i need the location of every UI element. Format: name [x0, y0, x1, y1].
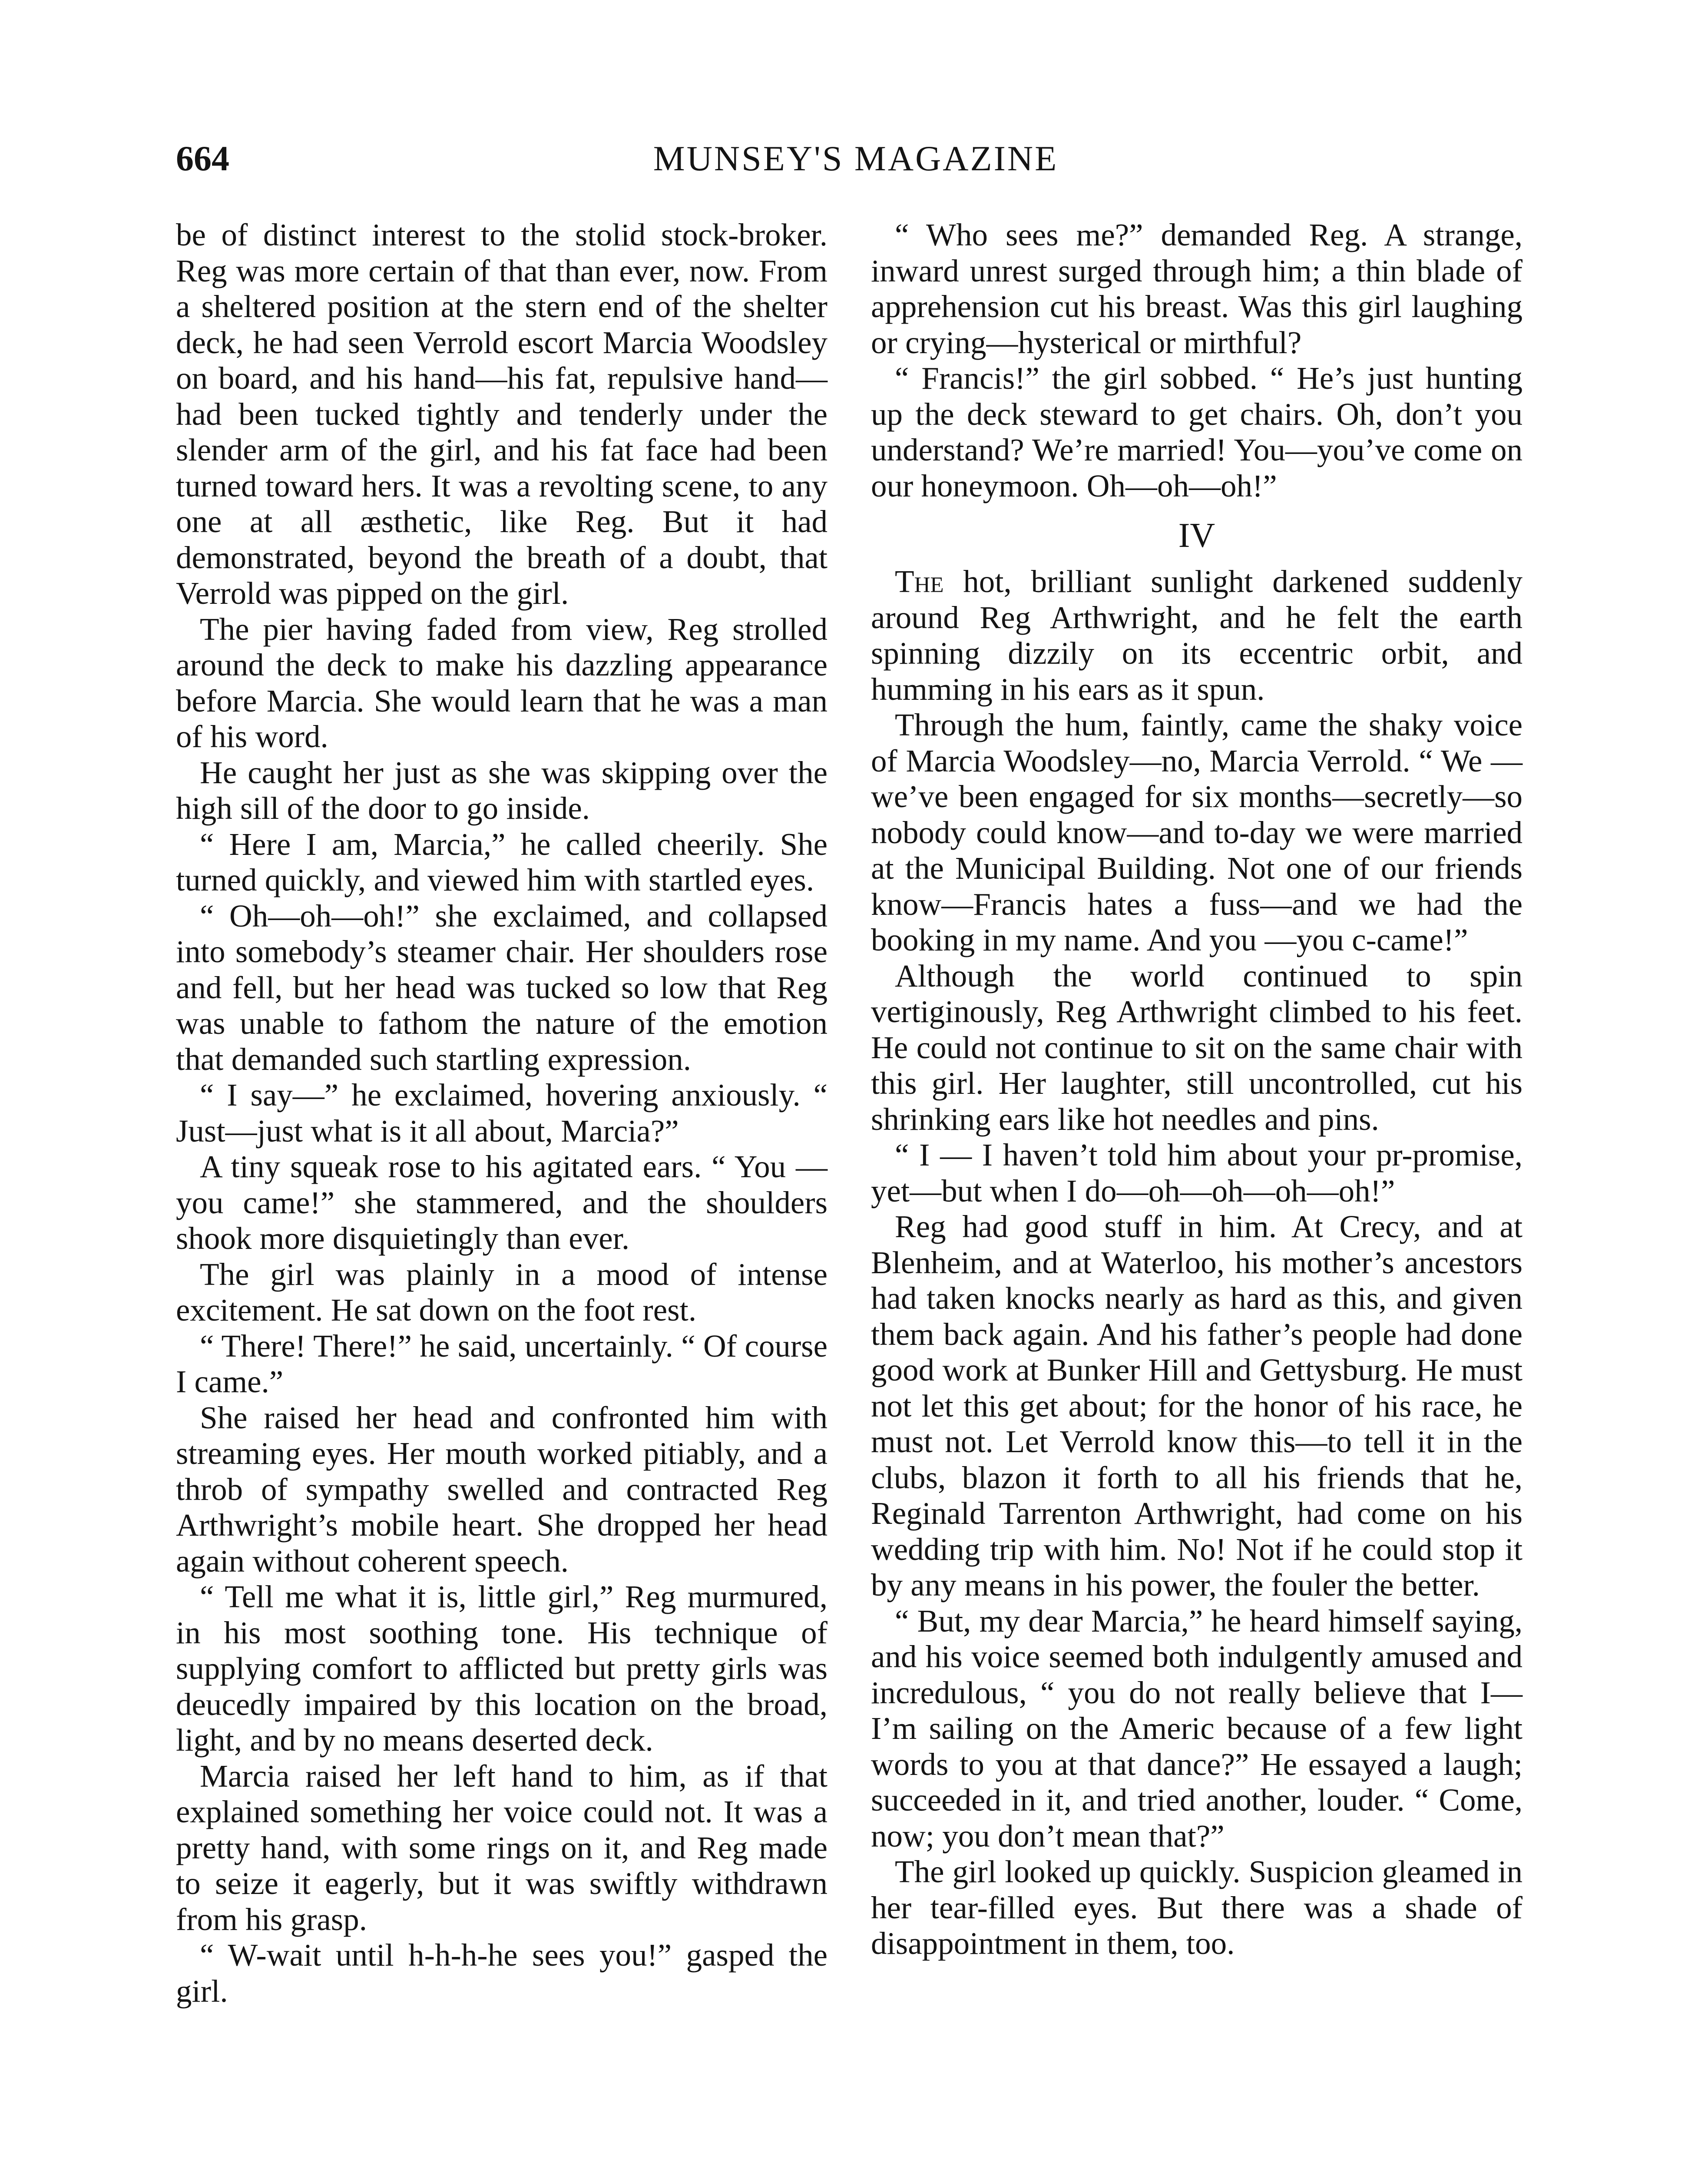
- paragraph: “ W-wait until h-h-h-he sees you!” gasped the girl.: [176, 1937, 828, 2009]
- section-heading: IV: [1178, 517, 1215, 555]
- running-title: MUNSEY'S MAGAZINE: [653, 139, 1059, 178]
- paragraph: Marcia raised her left hand to him, as if that explained something her voice could not. It was a pretty hand, with some rings on it, and Reg made to seize it eagerly, but it was swiftly withdrawn from his grasp.: [176, 1758, 828, 1937]
- paragraph: “ Here I am, Marcia,” he called cheerily. She turned quickly, and viewed him with startled eyes.: [176, 826, 828, 897]
- lead-text: hot, brilliant sunlight darkened suddenly around Reg Arthwright, and he felt the earth spinning dizzily on its eccentric orbit, and humming in his ears as it spun.: [871, 564, 1523, 707]
- paragraph: “ I — I haven’t told him about your pr-promise, yet—but when I do—oh—oh—oh—oh!”: [871, 1137, 1523, 1209]
- section-lead-paragraph: [871, 564, 1523, 707]
- paragraph: Reg had good stuff in him. At Crecy, and at Blenheim, and at Waterloo, his mother’s ancestors had taken knocks nearly as hard as this, and given them back again. And his father’s people had done good work at Bunker Hill and Gettysburg. He must not let this get about; for the honor of his race, he must not. Let Verrold know this—to tell it in the clubs, blazon it forth to all his friends that he, Reginald Tarrenton Arthwright, had come on his wedding trip with him. No! Not if he could stop it by any means in his power, the fouler the better.: [871, 1209, 1523, 1603]
- paragraph: The girl looked up quickly. Suspicion gleamed in her tear-filled eyes. But there was a shade of disappointment in them, too.: [871, 1854, 1523, 1961]
- paragraph: “ Francis!” the girl sobbed. “ He’s just hunting up the deck steward to get chairs. Oh, don’t you understand? We’re married! You—you’ve come on our honeymoon. Oh—oh—oh!”: [871, 361, 1523, 503]
- paragraph: She raised her head and confronted him with streaming eyes. Her mouth worked pitiably, and a throb of sympathy swelled and contracted Reg Arthwright’s mobile heart. She dropped her head again without coherent speech.: [176, 1400, 828, 1579]
- paragraph: “ Who sees me?” demanded Reg. A strange, inward unrest surged through him; a thin blade of apprehension cut his breast. Was this girl laughing or crying—hysterical or mirthful?: [871, 217, 1523, 360]
- lead-word: The: [895, 564, 944, 599]
- paragraph: “ I say—” he exclaimed, hovering anxiously. “ Just—just what is it all about, Marcia?”: [176, 1077, 828, 1149]
- paragraph: “ But, my dear Marcia,” he heard himself saying, and his voice seemed both indulgently amused and incredulous, “ you do not really believe that I—I’m sailing on the Americ because of a few light words to you at that dance?” He essayed a laugh; succeeded in it, and tried another, louder. “ Come, now; you don’t mean that?”: [871, 1603, 1523, 1854]
- paragraph: Although the world continued to spin vertiginously, Reg Arthwright climbed to his feet. He could not continue to sit on the same chair with this girl. Her laughter, still uncontrolled, cut his shrinking ears like hot needles and pins.: [871, 958, 1523, 1137]
- paragraph: He caught her just as she was skipping over the high sill of the door to go inside.: [176, 755, 828, 826]
- right-column: [871, 217, 1523, 1962]
- paragraph: A tiny squeak rose to his agitated ears. “ You — you came!” she stammered, and the shoulders shook more disquietingly than ever.: [176, 1149, 828, 1256]
- paragraph: “ There! There!” he said, uncertainly. “ Of course I came.”: [176, 1328, 828, 1399]
- paragraph: The girl was plainly in a mood of intense excitement. He sat down on the foot rest.: [176, 1256, 828, 1328]
- page-header: [176, 138, 1536, 186]
- paragraph: Through the hum, faintly, came the shaky voice of Marcia Woodsley—no, Marcia Verrold. “ We — we’ve been engaged for six months—secretly—so nobody could know—and to-day we were married at the Municipal Building. Not one of our friends know—Francis hates a fuss—and we had the booking in my name. And you —you c-came!”: [871, 707, 1523, 957]
- left-column: [176, 217, 828, 2009]
- paragraph: The pier having faded from view, Reg strolled around the deck to make his dazzling appearance before Marcia. She would learn that he was a man of his word.: [176, 611, 828, 754]
- paragraph: “ Oh—oh—oh!” she exclaimed, and collapsed into somebody’s steamer chair. Her shoulders rose and fell, but her head was tucked so low that Reg was unable to fathom the nature of the emotion that demanded such startling expression.: [176, 898, 828, 1077]
- page-number: 664: [176, 139, 229, 178]
- paragraph: be of distinct interest to the stolid stock-broker. Reg was more certain of that than ever, now. From a sheltered position at the stern end of the shelter deck, he had seen Verrold escort Marcia Woodsley on board, and his hand—his fat, repulsive hand—had been tucked tightly and tenderly under the slender arm of the girl, and his fat face had been turned toward hers. It was a revolting scene, to any one at all æsthetic, like Reg. But it had demonstrated, beyond the breath of a doubt, that Verrold was pipped on the girl.: [176, 217, 828, 611]
- paragraph: “ Tell me what it is, little girl,” Reg murmured, in his most soothing tone. His technique of supplying comfort to afflicted but pretty girls was deucedly impaired by this location on the broad, light, and by no means deserted deck.: [176, 1579, 828, 1758]
